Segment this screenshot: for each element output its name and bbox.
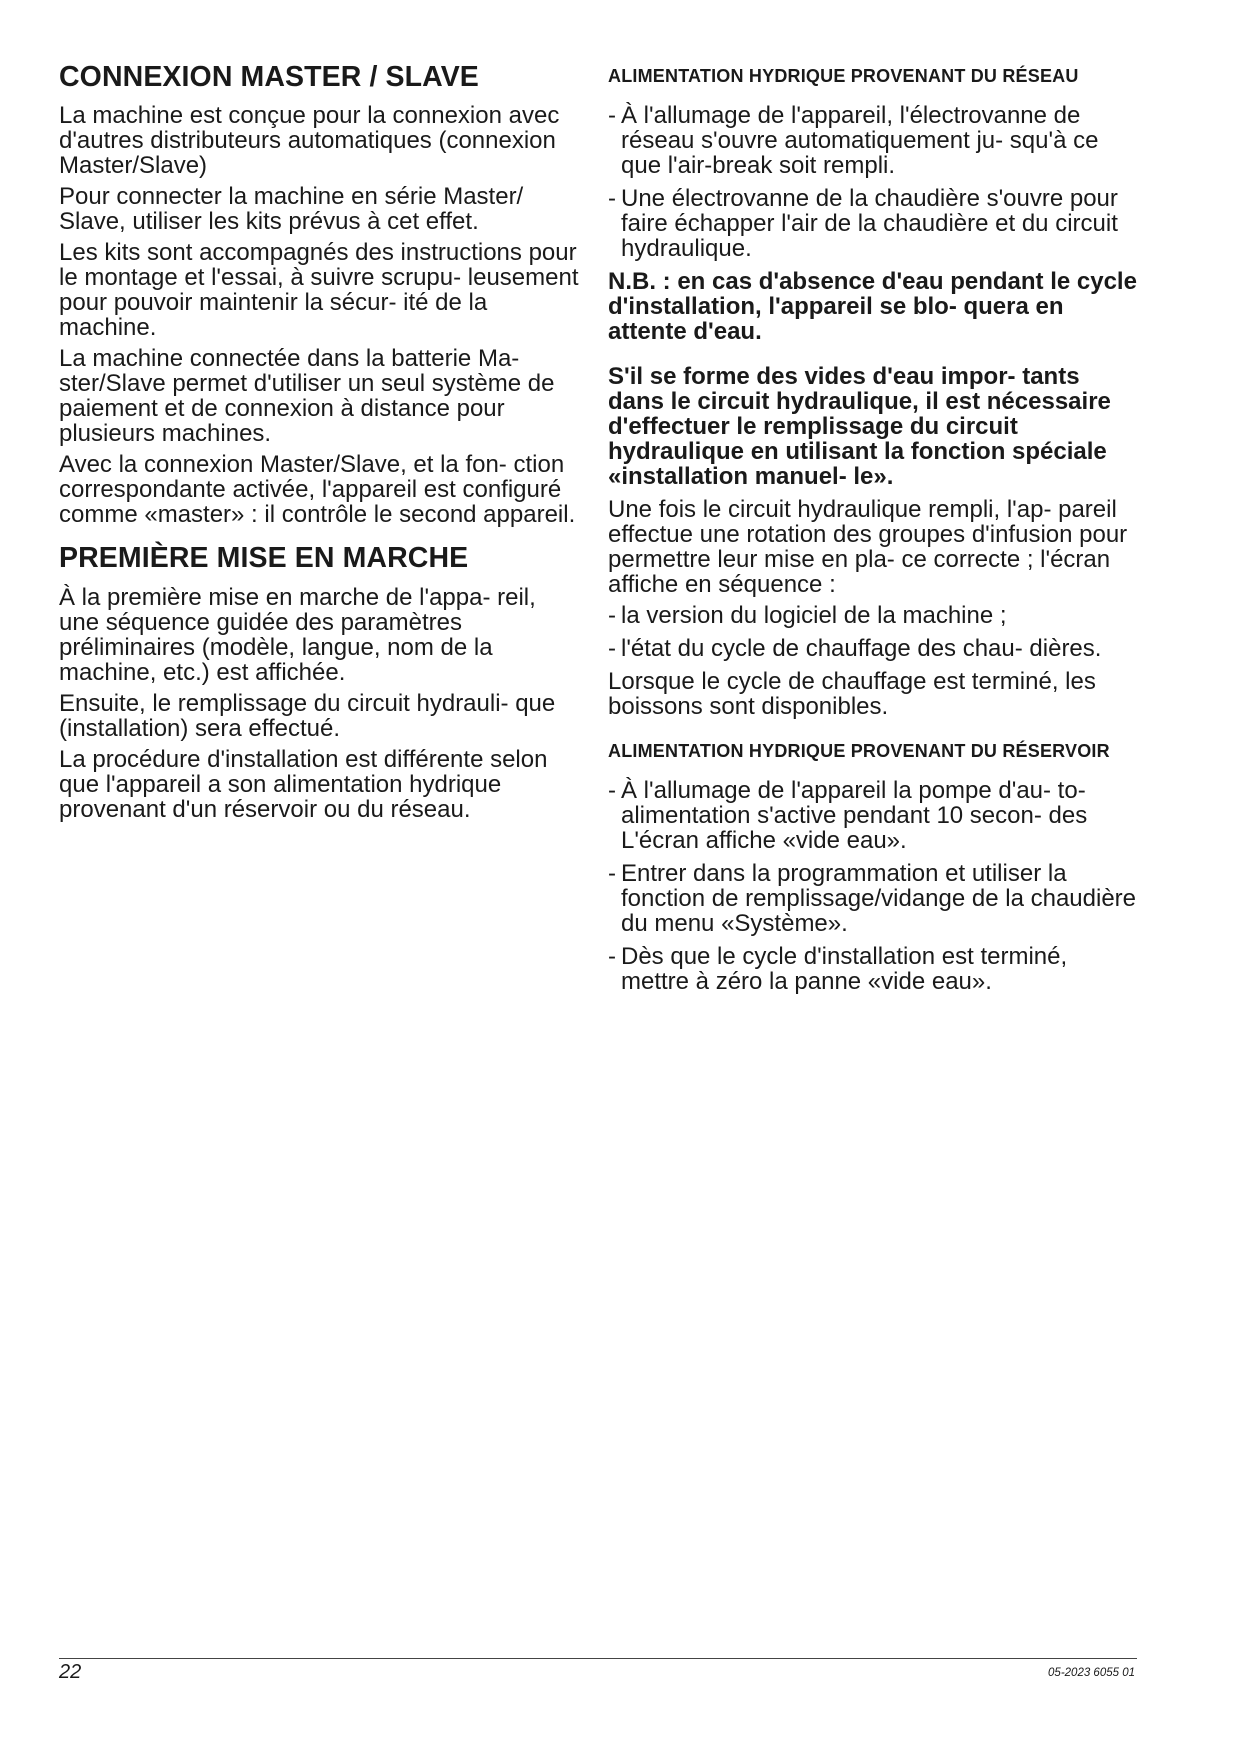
list-item: - Dès que le cycle d'installation est terminé, mettre à zéro la panne «vide eau». <box>608 943 1068 995</box>
list-item: - Une électrovanne de la chaudière s'ouvre pour faire échapper l'air de la chaudière et du circuit hydraulique. <box>608 185 1118 262</box>
paragraph: Pour connecter la machine en série Master/ Slave, utiliser les kits prévus à cet effet. <box>59 183 524 236</box>
footer-rule <box>59 1658 1137 1659</box>
note-bold: N.B. : en cas d'absence d'eau pendant le cycle d'installation, l'appareil se blo- quera en attente d'eau. <box>608 268 1137 345</box>
right-column <box>608 62 1138 1002</box>
section-title-master-slave: CONNEXION MASTER / SLAVE <box>59 61 479 93</box>
section-title-premiere-mise-en-marche: PREMIÈRE MISE EN MARCHE <box>59 542 469 575</box>
list-item: - l'état du cycle de chauffage des chau- dières. <box>608 635 1102 662</box>
warning-bold: S'il se forme des vides d'eau impor- tants dans le circuit hydraulique, il est nécessaire d'effectuer le remplissage du circuit hydraulique en utilisant la fonction spéciale «installation manuel- le». <box>608 363 1111 490</box>
paragraph: Ensuite, le remplissage du circuit hydrauli- que (installation) sera effectué. <box>59 689 556 742</box>
list-item: - Entrer dans la programmation et utiliser la fonction de remplissage/vidange de la chaudière du menu «Système». <box>608 860 1137 937</box>
paragraph: La procédure d'installation est différente selon que l'appareil a son alimentation hydrique provenant d'un réservoir ou du réseau. <box>59 745 548 823</box>
page-number: 22 <box>59 1661 82 1683</box>
left-column <box>59 62 579 828</box>
paragraph: Les kits sont accompagnés des instructions pour le montage et l'essai, à suivre scrupu- leusement pour pouvoir maintenir la sécur- ité de la machine. <box>59 239 579 342</box>
subheading-reseau: ALIMENTATION HYDRIQUE PROVENANT DU RÉSEAU <box>608 66 1079 86</box>
subheading-reservoir: ALIMENTATION HYDRIQUE PROVENANT DU RÉSERVOIR <box>608 741 1110 761</box>
paragraph: Une fois le circuit hydraulique rempli, l'ap- pareil effectue une rotation des groupes d'infusion pour permettre leur mise en pla- ce correcte ; l'écran affiche en séquence : <box>608 496 1128 598</box>
list-item: - la version du logiciel de la machine ; <box>608 602 1007 629</box>
list-item: - À l'allumage de l'appareil, l'électrovanne de réseau s'ouvre automatiquement ju- squ'à ce que l'air-break soit rempli. <box>608 102 1099 179</box>
paragraph: La machine est conçue pour la connexion avec d'autres distributeurs automatiques (connexion Master/Slave) <box>59 102 560 180</box>
paragraph: À la première mise en marche de l'appa- reil, une séquence guidée des paramètres préliminaires (modèle, langue, nom de la machine, etc.) est affichée. <box>59 583 536 686</box>
paragraph: La machine connectée dans la batterie Ma- ster/Slave permet d'utiliser un seul système de paiement et de connexion à distance pour plusieurs machines. <box>59 345 555 448</box>
paragraph: Lorsque le cycle de chauffage est terminé, les boissons sont disponibles. <box>608 668 1096 720</box>
document-code: 05-2023 6055 01 <box>1048 1667 1135 1679</box>
paragraph: Avec la connexion Master/Slave, et la fon- ction correspondante activée, l'appareil est configuré comme «master» : il contrôle le second appareil. <box>59 451 576 529</box>
list-item: - À l'allumage de l'appareil la pompe d'au- to-alimentation s'active pendant 10 secon- des L'écran affiche «vide eau». <box>608 777 1088 854</box>
